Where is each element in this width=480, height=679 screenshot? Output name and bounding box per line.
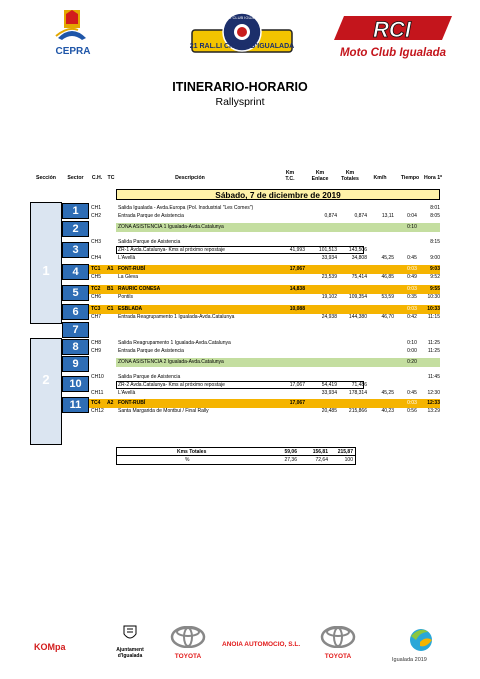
- cepra-logo: [44, 8, 102, 58]
- percent-row: [116, 456, 356, 465]
- cell-tiempo: 0:56: [407, 408, 417, 414]
- sector-box: 1: [62, 203, 89, 219]
- toyota-emblem-icon: [170, 626, 206, 648]
- cell-tc: C1: [107, 306, 114, 312]
- cell-desc: ESBLADA: [118, 306, 143, 312]
- col-km-tc: Km T.C.: [285, 170, 295, 182]
- sector-box: 10: [62, 376, 89, 392]
- cell-kmh: 46,85: [381, 274, 394, 280]
- cell-desc: Entrada Reagrupamento 1 Igualada-Avda.Catalunya: [118, 314, 235, 320]
- toyota-logo-2: [318, 626, 358, 660]
- table-row: [89, 407, 440, 416]
- cell-desc: FONT-RUBÍ: [118, 400, 146, 406]
- sector-box: 9: [62, 356, 89, 372]
- cell-tiempo: 0:35: [407, 294, 417, 300]
- cell-km-tc: 41,993: [289, 247, 305, 253]
- table-row: [89, 389, 440, 398]
- cell-kmh: 40,23: [381, 408, 394, 414]
- cell-desc: ZR-1 Avda.Catalunya- Kms al próximo repostaje: [118, 247, 225, 253]
- totals-row: [116, 447, 356, 456]
- rally-plate-top-text: MOTO CLUB IGUALADA: [219, 15, 265, 20]
- cell-total: 215,866: [348, 408, 367, 414]
- cell-ch: CH10: [91, 374, 104, 380]
- cell-desc: Salida Igualada - Avda.Europa (Pol. Insdustrial "Les Comes"): [118, 205, 254, 211]
- cell-hora: 8:05: [430, 213, 440, 219]
- toyota-logo-1: [168, 626, 208, 660]
- cell-tc: A2: [107, 400, 114, 406]
- cell-ch: CH4: [91, 255, 102, 261]
- sector-box: 11: [62, 397, 89, 413]
- cell-ch: CH7: [91, 314, 102, 320]
- cell-hora: 11:15: [427, 314, 440, 320]
- cell-ch: TC1: [91, 266, 101, 272]
- moto-club-logo-mark: RCI: [373, 17, 411, 42]
- cell-total: 34,808: [351, 255, 367, 261]
- cell-kmh: 45,25: [381, 390, 394, 396]
- ajuntament-logo: [114, 624, 146, 659]
- cell-desc: ZR-2 Avda.Catalunya- Kms al próximo repostaje: [118, 382, 225, 388]
- moto-club-logo: [324, 10, 462, 62]
- cell-ch: CH3: [91, 239, 102, 245]
- cell-kmh: 45,25: [381, 255, 394, 261]
- cell-total: 144,380: [348, 314, 367, 320]
- cell-tiempo: 0:10: [407, 224, 417, 230]
- cell-total: 71,486: [351, 382, 367, 388]
- totals-enlace: 156,81: [312, 449, 328, 455]
- cell-desc: Entrada Parque de Asistencia: [118, 348, 184, 354]
- col-hora: Hora 1º: [423, 175, 443, 181]
- sector-box: 8: [62, 339, 89, 355]
- ajuntament-line2: d'Igualada: [117, 653, 143, 659]
- cell-desc: Salida Reagrupamento 1 Igualada-Avda.Catalunya: [118, 340, 231, 346]
- percent-total: 100: [344, 457, 353, 463]
- cell-desc: L'Avellà: [118, 390, 136, 396]
- sector-box: 5: [62, 285, 89, 301]
- cell-desc: ZONA ASISTENCIA 1 Igualada-Avda.Catalunya: [118, 224, 224, 230]
- cell-tiempo: 0:03: [407, 266, 417, 272]
- toyota-text-2: TOYOTA: [324, 653, 352, 660]
- section-number-2: 2: [42, 372, 50, 387]
- cell-tc: A1: [107, 266, 114, 272]
- cell-km-tc: 17,067: [289, 400, 305, 406]
- table-row: [89, 293, 440, 302]
- anoia-text: ANOIA AUTOMOCIO, S.L.: [222, 641, 301, 648]
- cell-ch: TC4: [91, 400, 101, 406]
- totals-km-tc: 59,06: [284, 449, 297, 455]
- percent-km-tc: 27,36: [284, 457, 297, 463]
- cell-ch: CH5: [91, 274, 102, 280]
- cell-ch: CH11: [91, 390, 104, 396]
- cell-hora: 10:33: [427, 306, 440, 312]
- cell-hora: 11:45: [427, 374, 440, 380]
- cell-tiempo: 0:42: [407, 314, 417, 320]
- cell-enlace: 0,874: [324, 213, 337, 219]
- cell-tiempo: 0:45: [407, 390, 417, 396]
- table-row: [89, 223, 440, 232]
- cell-desc: La Gleva: [118, 274, 139, 280]
- percent-label: %: [185, 457, 190, 463]
- cell-hora: 13:29: [427, 408, 440, 414]
- cell-tiempo: 0:20: [407, 359, 417, 365]
- cell-enlace: 54,419: [321, 382, 337, 388]
- sector-box: 6: [62, 304, 89, 320]
- cell-ch: TC3: [91, 306, 101, 312]
- cell-ch: CH12: [91, 408, 104, 414]
- cell-desc: Salida Parque de Asistencia: [118, 239, 181, 245]
- cell-total: 0,874: [354, 213, 367, 219]
- cell-total: 178,314: [348, 390, 367, 396]
- cell-enlace: 24,938: [321, 314, 337, 320]
- rally-plate-logo: [186, 10, 298, 62]
- rally-plate-main-text: 21 RAL.LI CIUTAT D'IGUALADA: [189, 43, 295, 50]
- cell-tiempo: 0:49: [407, 274, 417, 280]
- col-tiempo: Tiempo: [400, 175, 420, 181]
- cell-total: 143,506: [348, 247, 367, 253]
- cell-km-tc: 17,067: [289, 266, 305, 272]
- cell-tiempo: 0:10: [407, 340, 417, 346]
- cell-tiempo: 0:03: [407, 286, 417, 292]
- cell-tiempo: 0:03: [407, 306, 417, 312]
- cell-km-tc: 10,088: [289, 306, 305, 312]
- igualada-emblem-icon: [406, 626, 436, 652]
- igualada-2019-text: Igualada 2019: [392, 657, 427, 663]
- cell-ch: CH8: [91, 340, 102, 346]
- cell-hora: 9:00: [430, 255, 440, 261]
- cell-enlace: 101,513: [318, 247, 337, 253]
- igualada-2019-logo: [392, 626, 444, 663]
- cell-kmh: 46,70: [381, 314, 394, 320]
- col-sector: Sector: [67, 175, 84, 181]
- table-row: [89, 347, 440, 356]
- cell-hora: 12:33: [427, 400, 440, 406]
- date-bar: Sábado, 7 de diciembre de 2019: [116, 189, 440, 200]
- cepra-logo-text: CEPRA: [55, 46, 91, 57]
- cell-total: 109,354: [348, 294, 367, 300]
- cell-hora: 9:55: [429, 286, 440, 292]
- col-km-enlace: Km Enlace: [311, 170, 329, 182]
- section-block-2: [30, 338, 62, 445]
- sector-box: 3: [62, 242, 89, 258]
- cell-tc: B1: [107, 286, 114, 292]
- table-row: [89, 212, 440, 221]
- cell-tiempo: 0:03: [407, 400, 417, 406]
- cell-tiempo: 0:00: [407, 348, 417, 354]
- cell-desc: Pontils: [118, 294, 134, 300]
- cell-tiempo: 0:45: [407, 255, 417, 261]
- cell-desc: Santa Margarida de Montbui / Final Rally: [118, 408, 209, 414]
- cell-enlace: 33,934: [321, 255, 337, 261]
- cell-ch: CH2: [91, 213, 102, 219]
- cell-km-tc: 17,067: [289, 382, 305, 388]
- page-title: ITINERARIO-HORARIO: [172, 80, 308, 94]
- cell-enlace: 33,934: [321, 390, 337, 396]
- cell-enlace: 23,539: [321, 274, 337, 280]
- cell-ch: CH1: [91, 205, 102, 211]
- cell-hora: 11:25: [427, 340, 440, 346]
- cell-enlace: 20,485: [321, 408, 337, 414]
- cell-enlace: 19,102: [321, 294, 337, 300]
- cell-total: 75,414: [351, 274, 367, 280]
- table-row: [89, 273, 440, 282]
- moto-club-logo-text: Moto Club Igualada: [339, 47, 447, 59]
- table-row: [89, 313, 440, 322]
- crest-icon: [122, 624, 138, 642]
- cell-hora: 8:15: [430, 239, 440, 245]
- table-row: [89, 358, 440, 367]
- cell-ch: TC2: [91, 286, 101, 292]
- cell-desc: RAURIC CONESA: [118, 286, 161, 292]
- cell-hora: 9:03: [429, 266, 440, 272]
- cell-tiempo: 0:04: [407, 213, 417, 219]
- col-descripcion: Descripción: [175, 175, 205, 181]
- ajuntament-line1: Ajuntament: [116, 647, 144, 653]
- sector-box: 2: [62, 221, 89, 237]
- col-seccion: Sección: [36, 175, 56, 181]
- cell-km-tc: 14,838: [289, 286, 305, 292]
- cell-kmh: 13,11: [381, 213, 394, 219]
- col-tc: TC: [107, 175, 115, 181]
- cell-desc: FONT-RUBÍ: [118, 266, 146, 272]
- page-subtitle: Rallysprint: [215, 96, 265, 108]
- cell-kmh: 53,59: [381, 294, 394, 300]
- cell-desc: L'Avellà: [118, 255, 136, 261]
- totals-total: 215,87: [337, 449, 353, 455]
- komp-logo: KOMpa: [34, 642, 66, 652]
- section-number-1: 1: [42, 263, 50, 278]
- sector-box: 7: [62, 322, 89, 338]
- cell-ch: CH9: [91, 348, 102, 354]
- col-ch: C.H.: [91, 175, 103, 181]
- cell-desc: Entrada Parque de Asistencia: [118, 213, 184, 219]
- cell-hora: 9:52: [430, 274, 440, 280]
- cell-desc: ZONA ASISTENCIA 2 Igualada-Avda.Catalunya: [118, 359, 224, 365]
- col-kmh: Km/h: [373, 175, 387, 181]
- percent-enlace: 72,64: [315, 457, 328, 463]
- totals-label: Kms Totales: [177, 449, 207, 455]
- cell-hora: 8:01: [430, 205, 440, 211]
- cell-desc: Salida Parque de Asistencia: [118, 374, 181, 380]
- cell-ch: CH6: [91, 294, 102, 300]
- cell-hora: 10:30: [427, 294, 440, 300]
- toyota-emblem-icon: [320, 626, 356, 648]
- sector-box: 4: [62, 264, 89, 280]
- cell-hora: 11:25: [427, 348, 440, 354]
- cell-hora: 12:30: [427, 390, 440, 396]
- table-row: [89, 254, 440, 263]
- col-km-totales: Km Totales: [341, 170, 359, 182]
- toyota-text-1: TOYOTA: [174, 653, 202, 660]
